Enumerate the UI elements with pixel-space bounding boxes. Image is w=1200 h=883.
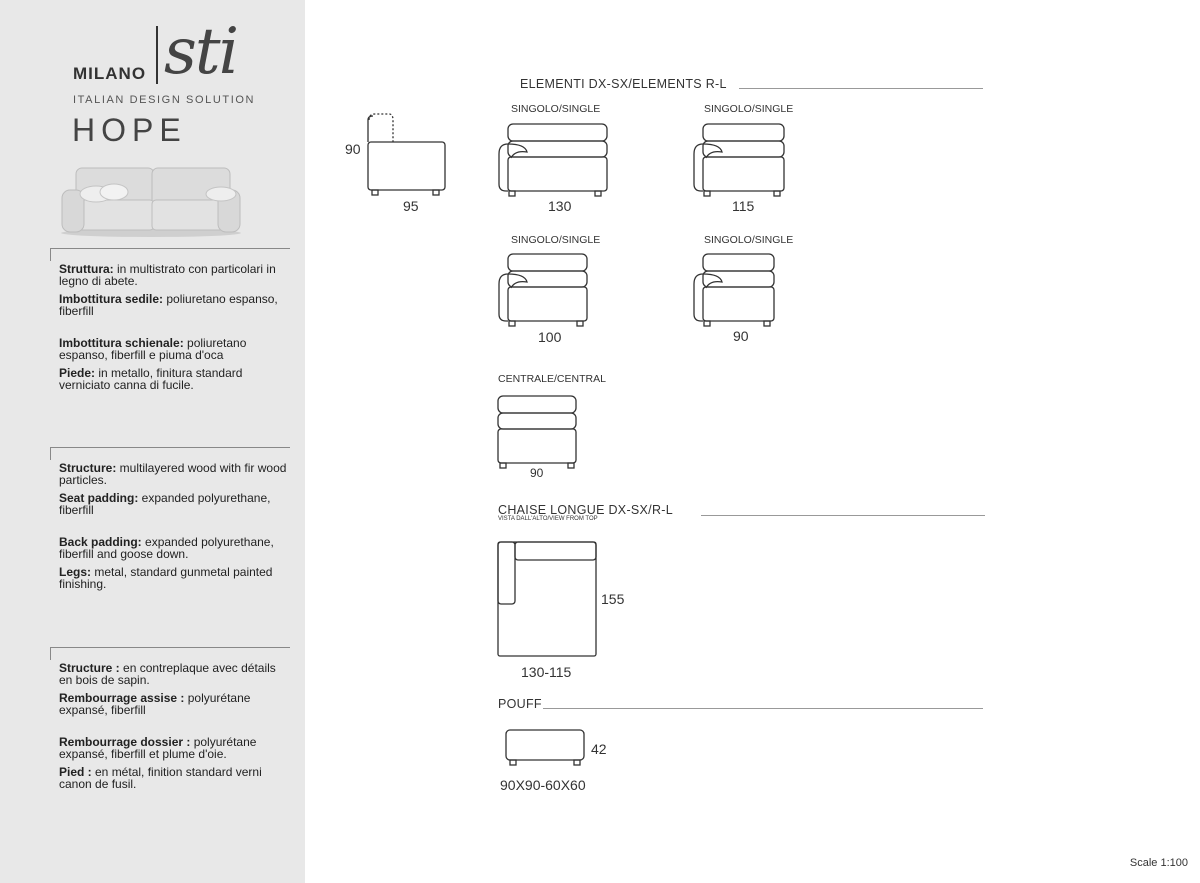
spec-legs-en: Legs: metal, standard gunmetal painted finishing.	[59, 565, 273, 591]
element-90-drawing	[692, 252, 776, 328]
element-115-label: SINGOLO/SINGLE	[704, 103, 794, 115]
side-height-dim: 90	[345, 141, 361, 157]
central-drawing	[496, 394, 578, 470]
spec-block-italian	[50, 248, 290, 409]
brand-divider	[156, 26, 158, 84]
pouff-title: POUFF	[498, 697, 542, 711]
chaise-drawing	[496, 540, 598, 658]
pouff-drawing	[504, 728, 586, 768]
spec-sidebar	[0, 0, 305, 883]
spec-legs-fr: Pied : en métal, finition standard verni canon de fusil.	[59, 765, 262, 791]
element-115-dim: 115	[732, 198, 755, 214]
central-label: CENTRALE/CENTRAL	[498, 373, 606, 385]
spec-structure-fr: Structure : en contreplaque avec détails en bois de sapin.	[59, 661, 276, 687]
spec-back-fr: Rembourrage dossier : polyurétane expansé, fiberfill et plume d'oie.	[59, 735, 257, 761]
spec-seat-it: Imbottitura sedile: poliuretano espanso, fiberfill	[59, 292, 278, 318]
element-100-drawing	[497, 252, 589, 328]
side-profile-drawing	[365, 112, 449, 198]
side-depth-dim: 95	[403, 198, 419, 214]
spec-seat-en: Seat padding: expanded polyurethane, fiberfill	[59, 491, 271, 517]
element-130-label: SINGOLO/SINGLE	[511, 103, 601, 115]
spec-back-en: Back padding: expanded polyurethane, fiberfill and goose down.	[59, 535, 274, 561]
spec-block-french	[50, 647, 290, 808]
central-dim: 90	[530, 466, 544, 480]
brand-logo: sti	[164, 15, 238, 89]
spec-structure-it: Struttura: in multistrato con particolari in legno di abete.	[59, 262, 276, 288]
pouff-sizes-dim: 90X90-60X60	[500, 777, 586, 793]
spec-block-english	[50, 447, 290, 608]
element-130-dim: 130	[548, 198, 572, 214]
element-100-label: SINGOLO/SINGLE	[511, 234, 601, 246]
element-130-drawing	[497, 122, 609, 198]
spec-seat-fr: Rembourrage assise : polyurétane expansé, fiberfill	[59, 691, 251, 717]
spec-back-it: Imbottitura schienale: poliuretano espanso, fiberfill e piuma d'oca	[59, 336, 247, 362]
chaise-rule	[701, 515, 985, 516]
scale-note: Scale 1:100	[1129, 857, 1188, 869]
element-115-drawing	[692, 122, 786, 198]
chaise-width-dim: 130-115	[521, 664, 572, 680]
pouff-height-dim: 42	[591, 741, 607, 757]
elements-title: ELEMENTI DX-SX/ELEMENTS R-L	[520, 77, 727, 91]
brand-tagline: ITALIAN DESIGN SOLUTION	[73, 94, 256, 106]
sofa-photo	[56, 160, 246, 238]
chaise-depth-dim: 155	[601, 591, 625, 607]
spec-legs-it: Piede: in metallo, finitura standard verniciato canna di fucile.	[59, 366, 243, 392]
spec-structure-en: Structure: multilayered wood with fir wood particles.	[59, 461, 287, 487]
element-90-label: SINGOLO/SINGLE	[704, 234, 794, 246]
product-name: HOPE	[72, 112, 187, 148]
brand-city: MILANO	[73, 64, 147, 83]
pouff-rule	[543, 708, 983, 709]
element-90-dim: 90	[733, 328, 749, 344]
chaise-subtitle: VISTA DALL'ALTO/VIEW FROM TOP	[498, 516, 598, 522]
elements-rule	[739, 88, 983, 89]
chaise-title: CHAISE LONGUE DX-SX/R-L	[498, 503, 673, 517]
element-100-dim: 100	[538, 329, 562, 345]
